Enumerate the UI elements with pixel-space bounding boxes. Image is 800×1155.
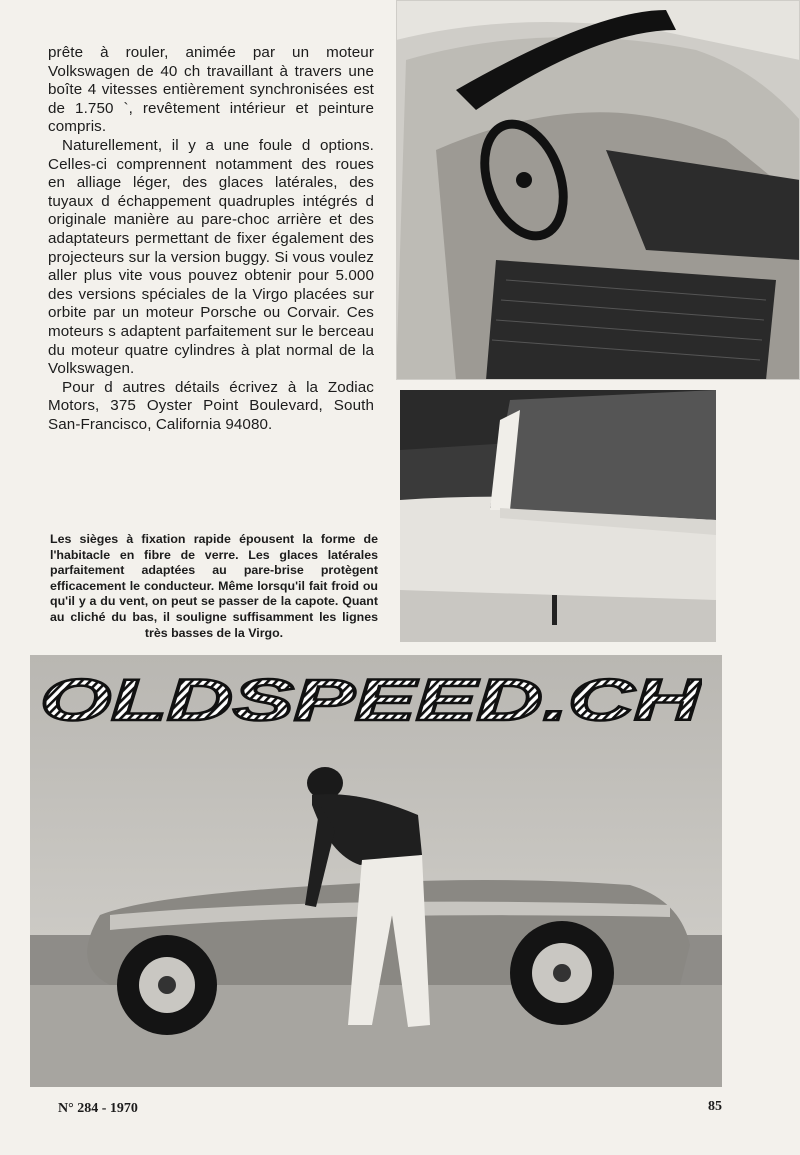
article-paragraph-3: Pour d autres détails écrivez à la Zodiac Motors, 375 Oyster Point Boulevard, South San-Francisco, California 94080. [48, 378, 374, 433]
article-column [48, 44, 374, 434]
issue-number: N° 284 - 1970 [58, 1101, 138, 1116]
oldspeed-watermark [38, 672, 702, 728]
page-number: 85 [708, 1099, 722, 1114]
article-paragraph-2: Naturellement, il y a une foule d options. Celles-ci comprennent notamment des roues en alliage léger, des glaces latérales, des tuyaux d échappement quadruples intégrés d originale manière au pare-choc arrière et des adaptateurs permettant de fixer également des projecteurs sur la version buggy. Si vous voulez aller plus vite vous pouvez obtenir pour 5.000 des versions spéciales de la Virgo placées sur orbite par un moteur Porsche ou Corvair. Ces moteurs s adaptent parfaitement sur le berceau du moteur quatre cylindres à plat normal de la Volkswagen. [48, 136, 374, 378]
photo-windscreen-side [400, 390, 716, 642]
watermark-text: OLDSPEED.CH [40, 672, 702, 728]
photo-caption: Les sièges à fixation rapide épousent la forme de l'habitacle en fibre de verre. Les glaces latérales parfaitement adaptées au pare-brise protègent efficacement le conducteur. Même lorsqu'il fait froid ou qu'il y a du vent, on peut se passer de la capote. Quant au cliché du bas, il souligne suffisamment les lignes très basses de la Virgo. [50, 532, 378, 640]
article-paragraph-1: prête à rouler, animée par un moteur Volkswagen de 40 ch travaillant à travers une boîte 4 vitesses entièrement synchronisées est de 1.750 `, revêtement intérieur et peinture compris. [48, 44, 374, 136]
photo-cockpit-interior [396, 0, 800, 380]
